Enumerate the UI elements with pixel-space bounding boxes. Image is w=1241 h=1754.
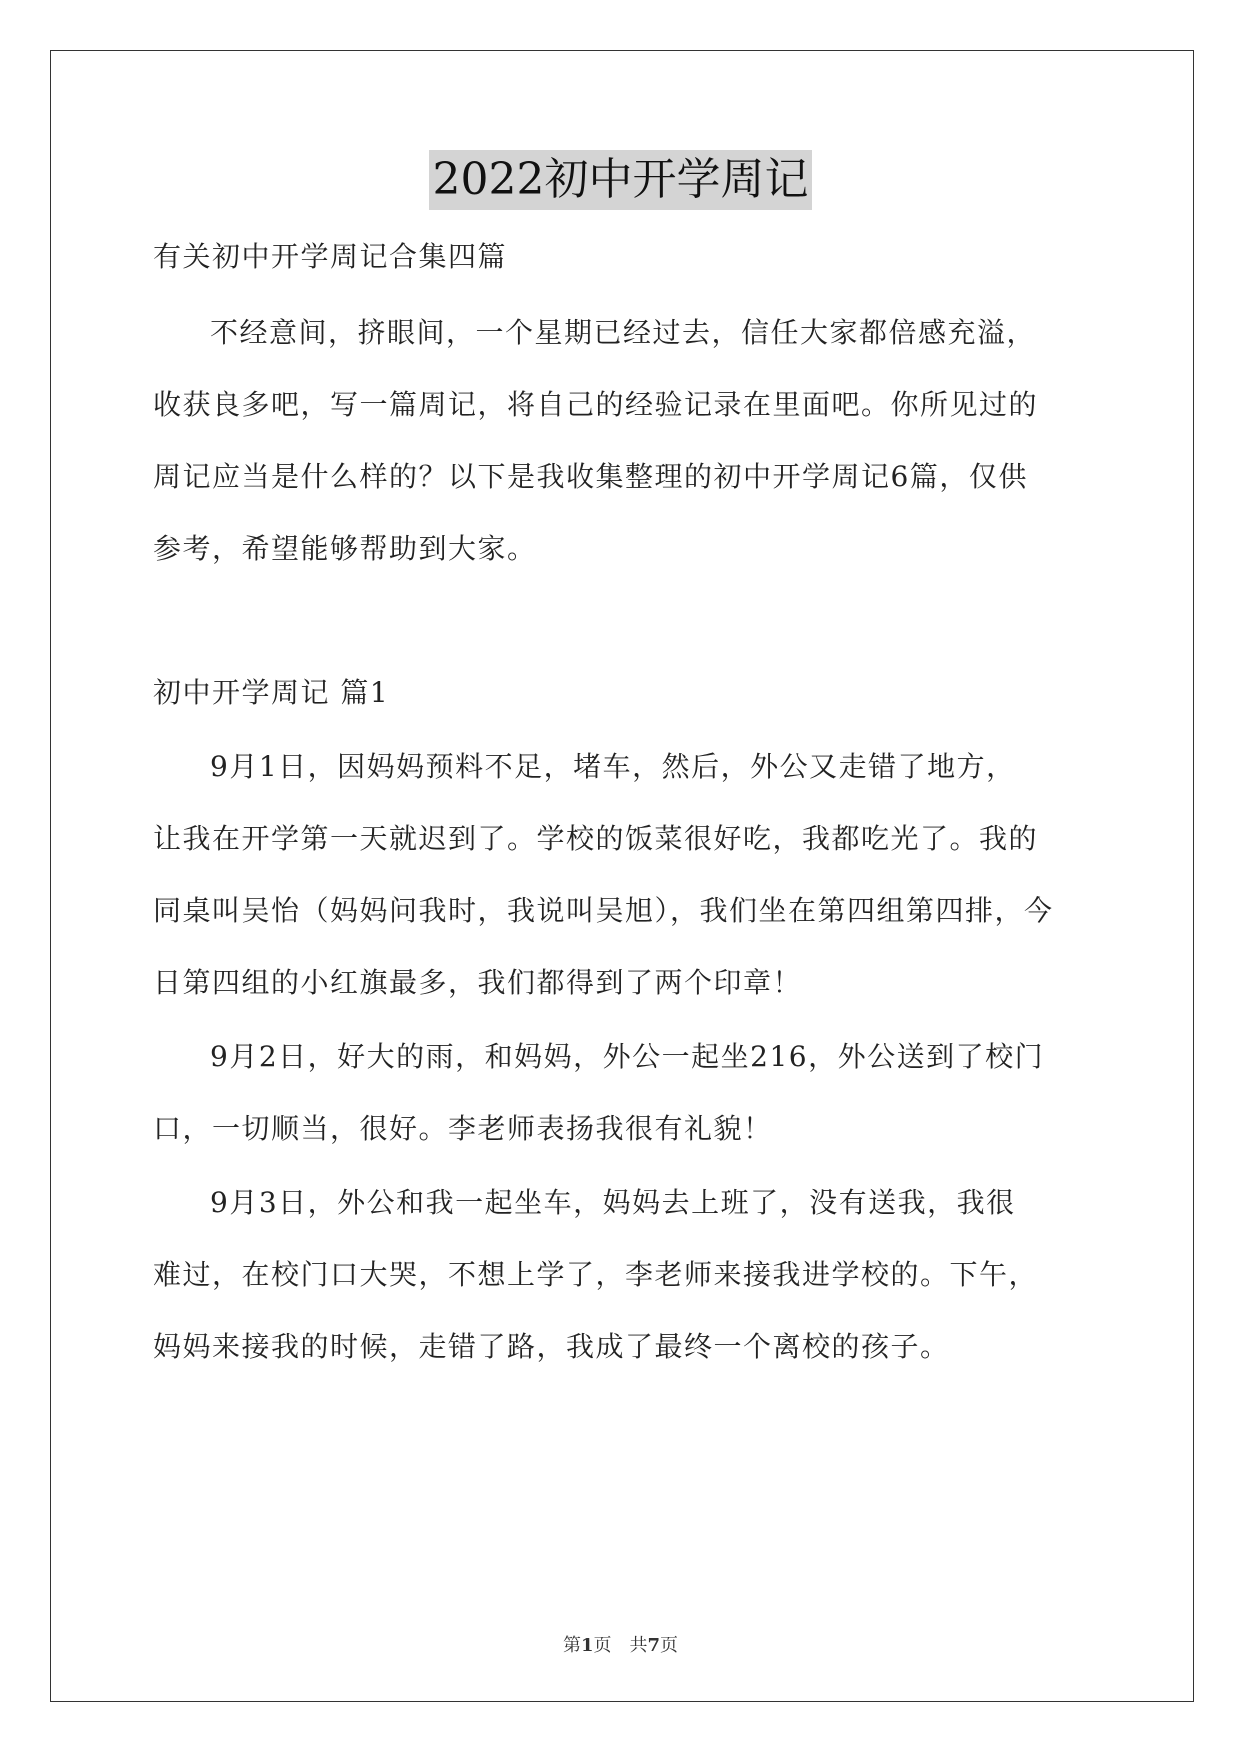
document-title: 2022初中开学周记 <box>429 150 813 210</box>
page-footer <box>0 1634 1241 1658</box>
entry1-line-2: 让我在开学第一天就迟到了。学校的饭菜很好吃，我都吃光了。我的 <box>153 822 1039 855</box>
footer-page-current: 1 <box>580 1635 594 1656</box>
title-container <box>0 150 1241 210</box>
footer-suffix: 页 <box>660 1635 679 1656</box>
footer-page-total: 7 <box>647 1635 661 1656</box>
entry3-line-2: 难过，在校门口大哭，不想上学了，李老师来接我进学校的。下午， <box>153 1258 1039 1291</box>
intro-line-1: 不经意间，挤眼间，一个星期已经过去，信任大家都倍感充溢， <box>210 316 1037 349</box>
entry1-line-1: 9月1日，因妈妈预料不足，堵车，然后，外公又走错了地方， <box>210 750 1016 783</box>
intro-line-2: 收获良多吧，写一篇周记，将自己的经验记录在里面吧。你所见过的 <box>153 388 1039 421</box>
entry1-line-4: 日第四组的小红旗最多，我们都得到了两个印章！ <box>153 966 803 999</box>
footer-prefix: 第 <box>562 1635 581 1656</box>
intro-line-4: 参考，希望能够帮助到大家。 <box>153 532 537 565</box>
page-border <box>50 50 1194 1702</box>
entry2-line-2: 口，一切顺当，很好。李老师表扬我很有礼貌！ <box>153 1112 773 1145</box>
entry3-line-3: 妈妈来接我的时候，走错了路，我成了最终一个离校的孩子。 <box>153 1330 950 1363</box>
entry3-line-1: 9月3日，外公和我一起坐车，妈妈去上班了，没有送我，我很 <box>210 1186 1016 1219</box>
entry2-line-1: 9月2日，好大的雨，和妈妈，外公一起坐216，外公送到了校门 <box>210 1040 1045 1073</box>
subtitle-line: 有关初中开学周记合集四篇 <box>153 240 508 273</box>
footer-mid: 页 共 <box>593 1635 648 1656</box>
entry1-line-3: 同桌叫吴怡（妈妈问我时，我说叫吴旭），我们坐在第四组第四排，今 <box>153 894 1054 927</box>
intro-line-3: 周记应当是什么样的？以下是我收集整理的初中开学周记6篇，仅供 <box>153 460 1028 493</box>
section-heading: 初中开学周记 篇1 <box>153 676 390 709</box>
